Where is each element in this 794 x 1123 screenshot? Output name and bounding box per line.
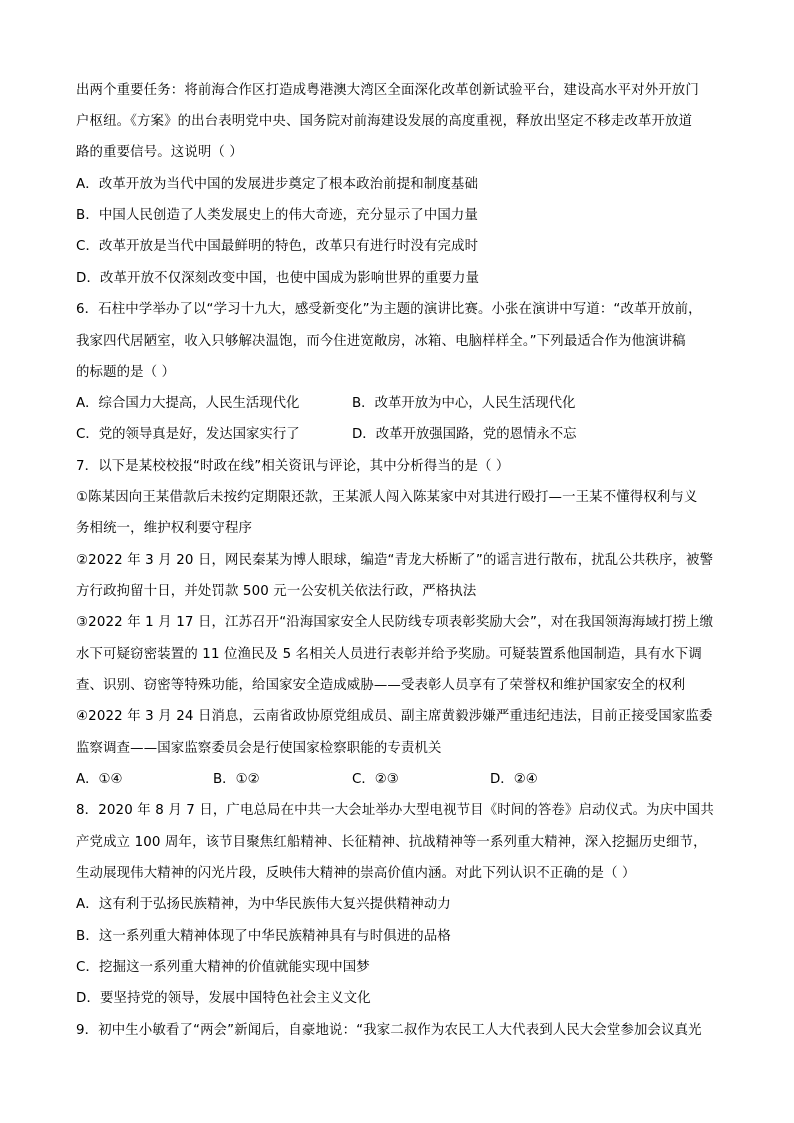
q8-line-2: 产党成立 100 周年，该节目聚焦红船精神、长征精神、抗战精神等一系列重大精神，深入挖掘历史细节， xyxy=(76,835,707,850)
q7-line-6: ③2022 年 1 月 17 日，江苏召开“沿海国家安全人民防线专项表彰奖励大会”，对在我国领海海域打捞上缴 xyxy=(76,615,714,630)
q8-line-1: 8．2020 年 8 月 7 日，广电总局在中共一大会址举办大型电视节目《时间的答卷》启动仪式。为庆中国共 xyxy=(76,803,714,818)
q5-line-3: 路的重要信号。这说明（ ） xyxy=(76,145,243,160)
q8-option-b: B．这一系列重大精神体现了中华民族精神具有与时俱进的品格 xyxy=(76,929,451,944)
q8-option-c: C．挖掘这一系列重大精神的价值就能实现中国梦 xyxy=(76,960,370,975)
q6-option-a: A．综合国力大提高，人民生活现代化 xyxy=(76,396,300,411)
q7-option-b: B．①② xyxy=(213,772,260,787)
q8-line-3: 生动展现伟大精神的闪光片段，反映伟大精神的崇高价值内涵。对此下列认识不正确的是（ ） xyxy=(76,866,636,881)
q7-line-1: 7．以下是某校校报“时政在线”相关资讯与评论，其中分析得当的是（ ） xyxy=(76,459,510,474)
q7-line-7: 水下可疑窃密装置的 11 位渔民及 5 名相关人员进行表彰并给予奖励。可疑装置系他国制造，具有水下调 xyxy=(76,647,702,662)
q7-line-9: ④2022 年 3 月 24 日消息，云南省政协原党组成员、副主席黄毅涉嫌严重违纪违法，目前正接受国家监委 xyxy=(76,709,713,724)
q5-option-a: A．改革开放为当代中国的发展进步奠定了根本政治前提和制度基础 xyxy=(76,177,478,192)
q7-line-2: ①陈某因向王某借款后未按约定期限还款，王某派人闯入陈某家中对其进行殴打—一王某不懂得权利与义 xyxy=(76,490,698,505)
q6-line-2: 我家四代居陋室，收入只够解决温饱，而今住进宽敞房，冰箱、电脑样样全。”下列最适合作为他演讲稿 xyxy=(76,334,686,349)
q9-line-1: 9．初中生小敏看了“两会”新闻后，自豪地说：“我家二叔作为农民工人大代表到人民大会堂参加会议真光 xyxy=(76,1023,702,1038)
q6-line-3: 的标题的是（ ） xyxy=(76,365,176,380)
q6-option-b: B．改革开放为中心，人民生活现代化 xyxy=(352,396,576,411)
q6-line-1: 6．石柱中学举办了以“学习十九大，感受新变化”为主题的演讲比赛。小张在演讲中写道：“改革开放前， xyxy=(76,302,702,317)
q7-line-8: 查、识别、窃密等特殊功能，给国家安全造成威胁——受表彰人员享有了荣誉权和维护国家安全的权利 xyxy=(76,678,686,693)
q5-option-c: C．改革开放是当代中国最鲜明的特色，改革只有进行时没有完成时 xyxy=(76,239,479,254)
q7-line-3: 务相统一，维护权利要守程序 xyxy=(76,521,253,536)
q7-option-d: D．②④ xyxy=(490,772,538,787)
q5-option-b: B．中国人民创造了人类发展史上的伟大奇迹，充分显示了中国力量 xyxy=(76,208,479,223)
q7-line-5: 方行政拘留十日，并处罚款 500 元一公安机关依法行政，严格执法 xyxy=(76,584,477,599)
q5-line-2: 户枢纽。《方案》的出台表明党中央、国务院对前海建设发展的高度重视，释放出坚定不移走改革开放道 xyxy=(76,114,693,129)
q6-option-c: C．党的领导真是好，发达国家实行了 xyxy=(76,427,300,442)
q5-line-1: 出两个重要任务：将前海合作区打造成粤港澳大湾区全面深化改革创新试验平台，建设高水平对外开放门 xyxy=(76,83,699,98)
q5-option-d: D．改革开放不仅深刻改变中国，也使中国成为影响世界的重要力量 xyxy=(76,271,480,286)
q7-option-a: A．①④ xyxy=(76,772,123,787)
q7-line-10: 监察调查——国家监察委员会是行使国家检察职能的专责机关 xyxy=(76,741,442,756)
q8-option-d: D．要坚持党的领导，发展中国特色社会主义文化 xyxy=(76,991,371,1006)
q8-option-a: A．这有利于弘扬民族精神，为中华民族伟大复兴提供精神动力 xyxy=(76,897,451,912)
q7-line-4: ②2022 年 3 月 20 日，网民秦某为博人眼球，编造“青龙大桥断了”的谣言进行散布，扰乱公共秩序，被警 xyxy=(76,553,714,568)
q6-option-d: D．改革开放强国路，党的恩情永不忘 xyxy=(352,427,577,442)
q7-option-c: C．②③ xyxy=(352,772,399,787)
